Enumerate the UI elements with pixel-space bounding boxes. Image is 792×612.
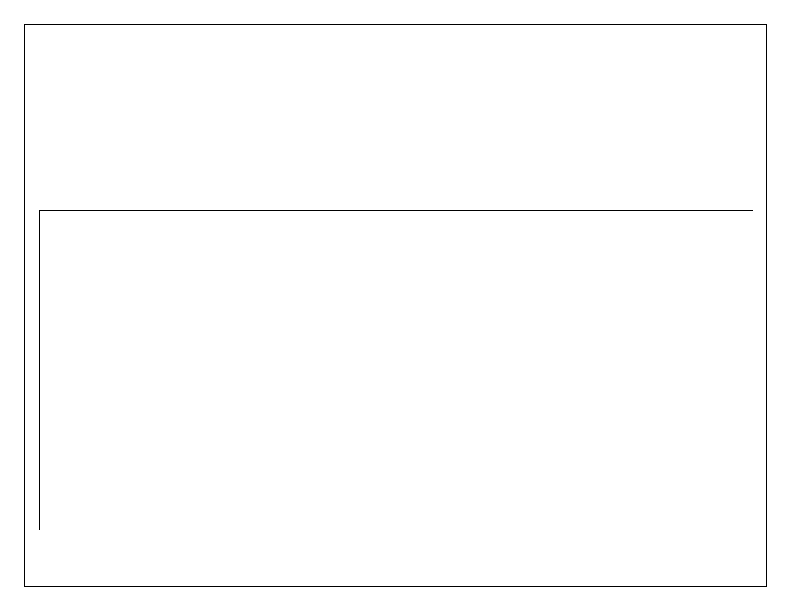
- grid-left-border: [39, 210, 40, 530]
- grid-top-border: [39, 210, 753, 211]
- week-schedule-grid: [39, 210, 753, 530]
